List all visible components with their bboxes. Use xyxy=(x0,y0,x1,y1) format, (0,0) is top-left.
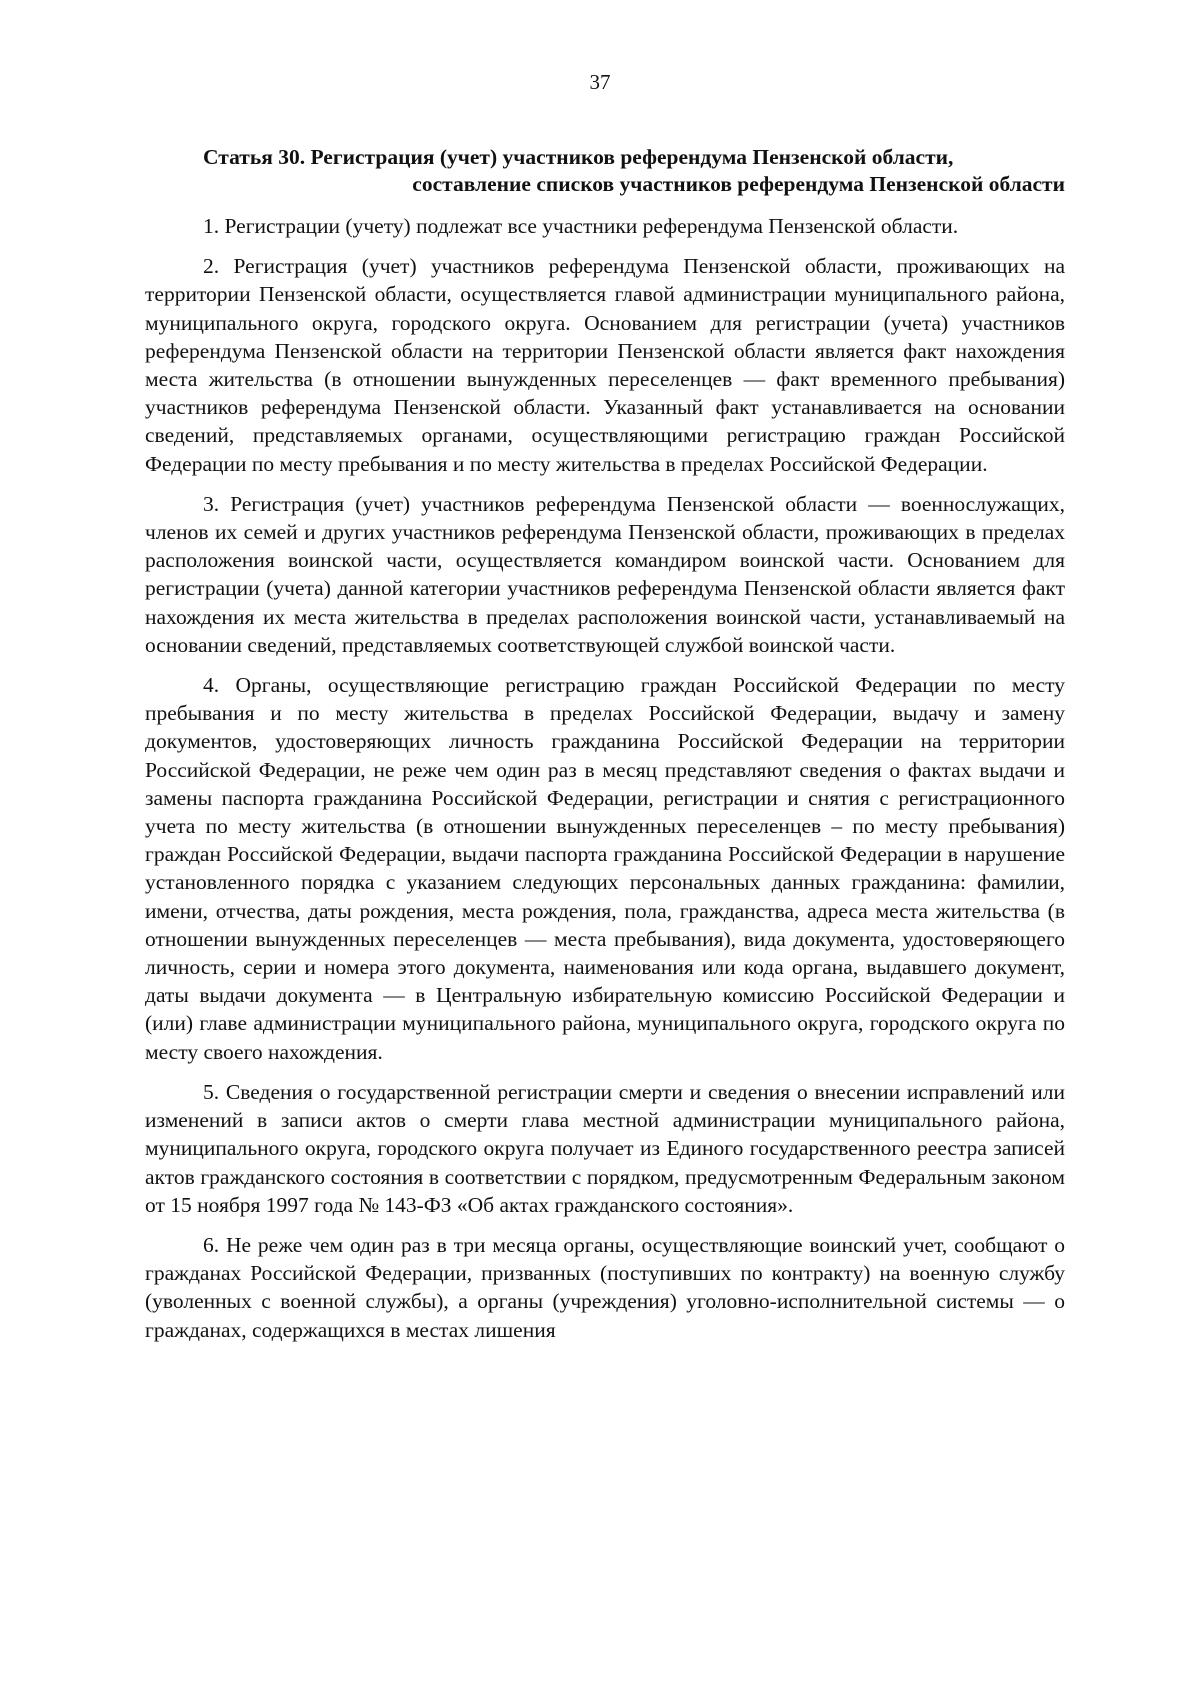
page-number: 37 xyxy=(589,70,611,94)
paragraph-4: 4. Органы, осуществляющие регистрацию граждан Российской Федерации по месту пребывания и по месту жительства в пределах Российской Федерации, выдачу и замену документов, удостоверяющих личность гражданина Российской Федерации на территории Российской Федерации, не реже чем один раз в месяц представляют сведения о фактах выдачи и замены паспорта гражданина Российской Федерации, регистрации и снятия с регистрационного учета по месту жительства (в отношении вынужденных переселенцев – по месту пребывания) граждан Российской Федерации, выдачи паспорта гражданина Российской Федерации в нарушение установленного порядка с указанием следующих персональных данных гражданина: фамилии, имени, отчества, даты рождения, места рождения, пола, гражданства, адреса места жительства (в отношении вынужденных переселенцев — места пребывания), вида документа, удостоверяющего личность, серии и номера этого документа, наименования или кода органа, выдавшего документ, даты выдачи документа — в Центральную избирательную комиссию Российской Федерации и (или) главе администрации муниципального района, муниципального округа, городского округа по месту своего нахождения. xyxy=(145,673,1065,1064)
paragraph-6: 6. Не реже чем один раз в три месяца органы, осуществляющие воинский учет, сообщают о гражданах Российской Федерации, призванных (поступивших по контракту) на военную службу (уволенных с военной службы), а органы (учреждения) уголовно-исполнительной системы — о гражданах, содержащихся в местах лишения xyxy=(145,1232,1065,1342)
paragraph-2: 2. Регистрация (учет) участников референдума Пензенской области, проживающих на территории Пензенской области, осуществляется главой администрации муниципального района, муниципального округа, городского округа. Основанием для регистрации (учета) участников референдума Пензенской области на территории Пензенской области является факт нахождения места жительства (в отношении вынужденных переселенцев — факт временного пребывания) участников референдума Пензенской области. Указанный факт устанавливается на основании сведений, представляемых органами, осуществляющими регистрацию граждан Российской Федерации по месту пребывания и по месту жительства в пределах Российской Федерации. xyxy=(145,254,1065,476)
article-body xyxy=(145,212,1065,1356)
paragraph-5: 5. Сведения о государственной регистрации смерти и сведения о внесении исправлений или изменений в записи актов о смерти глава местной администрации муниципального района, муниципального округа, городского округа получает из Единого государственного реестра записей актов гражданского состояния в соответствии с порядком, предусмотренным Федеральным законом от 15 ноября 1997 года № 143-ФЗ «Об актах гражданского состояния». xyxy=(145,1079,1065,1217)
paragraph-1: 1. Регистрации (учету) подлежат все участники референдума Пензенской области. xyxy=(203,214,959,238)
paragraph-3: 3. Регистрация (учет) участников референдума Пензенской области — военнослужащих, членов их семей и других участников референдума Пензенской области, проживающих в пределах расположения воинской части, осуществляется командиром воинской части. Основанием для регистрации (учета) данной категории участников референдума Пензенской области является факт нахождения их места жительства в пределах расположения воинской части, устанавливаемый на основании сведений, представляемых соответствующей службой воинской части. xyxy=(145,491,1065,657)
article-title-line-2: составление списков участников референдума Пензенской области xyxy=(412,172,1065,196)
article-heading xyxy=(145,144,1065,198)
article-title-line-1: Статья 30. Регистрация (учет) участников референдума Пензенской области, xyxy=(203,145,954,169)
